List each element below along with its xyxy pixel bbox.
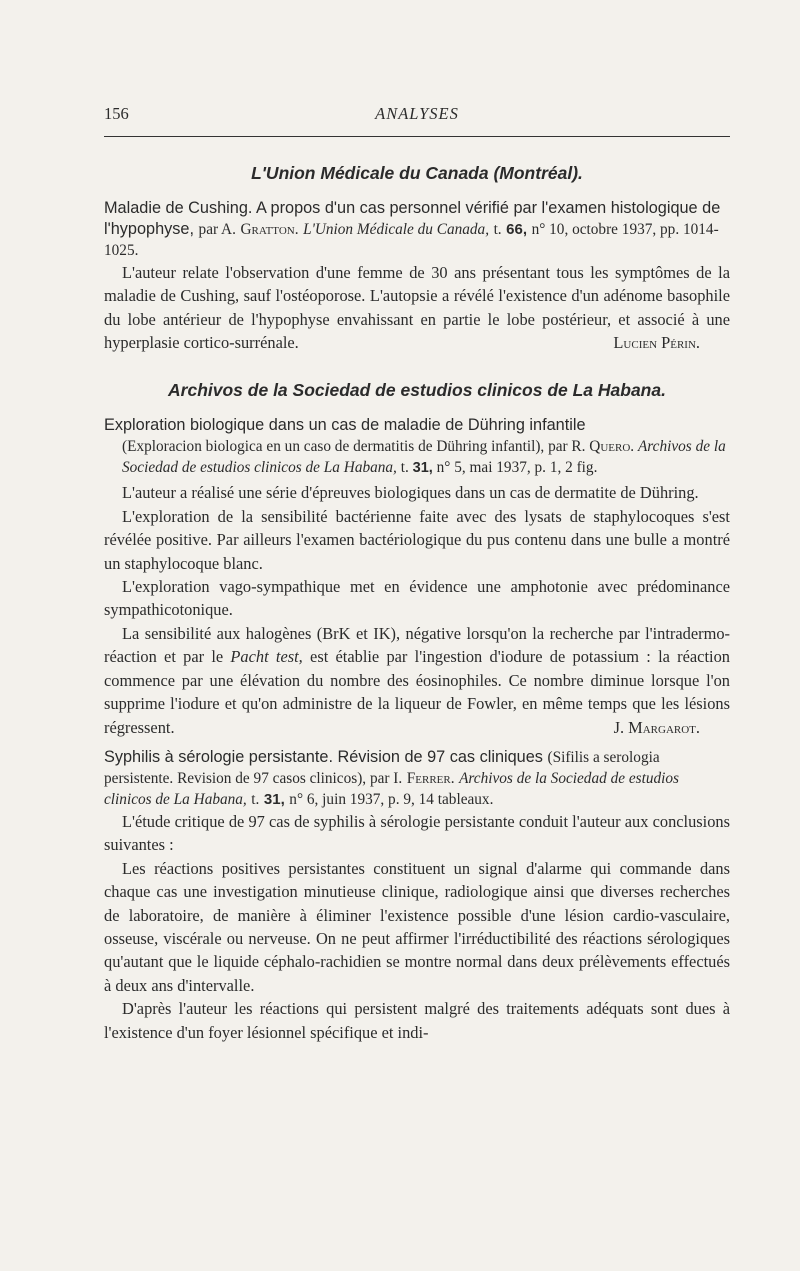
article-title: Maladie de Cushing. A propos d'un cas personnel vérifié par l'examen histologique de l'hypophyse, par A. Gratton. L'Union Médicale du Canada, t. 66, n° 10, octobre 1937, pp. 1014-1025. [104,199,721,259]
header-rule [104,136,730,137]
page-content [104,160,730,1052]
article-paragraph: La sensibilité aux halogènes (BrK et IK), négative lorsqu'on la recherche par l'intradermo-réaction et par le Pacht test, est établie par l'ingestion d'iodure de potassium : la réaction commence par une élévation du nombre des éosinophiles. Ce nombre diminue lorsque l'on supprime l'iodure et qu'on administre de la liqueur de Fowler, en même temps que les lésions régressent. J. Margarot. [104,622,730,739]
article-paragraph: D'après l'auteur les réactions qui persistent malgré des traitements adéquats sont dues à l'existence d'un foyer lésionnel spécifique et indi- [104,999,730,1042]
article-paragraph: L'étude critique de 97 cas de syphilis à sérologie persistante conduit l'auteur aux conclusions suivantes : [104,811,730,855]
article-author: Gratton. [240,221,299,238]
running-title: ANALYSES [375,104,459,123]
article-signature: J. Margarot. [613,717,700,737]
article-author: Quero. [589,437,635,455]
article-paragraph: L'exploration de la sensibilité bactérienne faite avec des lysats de staphylocoques s'est révélée positive. Par ailleurs l'examen bactériologique du pus contenu dans une bulle a montré un staphylocoque blanc. [104,506,730,573]
article-paragraph: Les réactions positives persistantes constituent un signal d'alarme qui commande dans chaque cas une investigation minutieuse clinique, radiologique ainsi que diverses recherches de laboratoire, de manière à éliminer l'existence possible d'une lésion cardio-vasculaire, osseuse, viscérale ou nerveuse. On ne peut affirmer l'irréductibilité des réactions sérologiques qu'autant que le liquide céphalo-rachidien se montre normal dans deux prélèvements effectués à deux ans d'intervalle. [104,858,730,995]
article-author: Ferrer. [406,769,455,787]
article-syphilis [104,747,730,1044]
journal-heading-archivos-habana: Archivos de la Sociedad de estudios clinicos de La Habana. [168,379,666,400]
article-duhring [104,415,730,739]
journal-heading-union-medicale: L'Union Médicale du Canada (Montréal). [251,163,583,183]
article-cushing [104,198,730,355]
article-paragraph: L'auteur a réalisé une série d'épreuves biologiques dans un cas de dermatite de Dühring. [122,483,699,503]
article-reference: (Exploracion biologica en un caso de dermatitis de Dühring infantil), par R. Quero. Archivos de la Sociedad de estudios clinicos de La Habana, t. 31, n° 5, mai 1937, p. 1, 2 fig. [122,437,726,477]
page-header [104,104,730,128]
article-title: Syphilis à sérologie persistante. Révision de 97 cas cliniques (Sifilis a serologia persistente. Revision de 97 casos clinicos), par I. Ferrer. Archivos de la Sociedad de estudios clinicos de La Habana, t. 31, n° 6, juin 1937, p. 9, 14 tableaux. [104,747,679,808]
article-paragraph: L'exploration vago-sympathique met en évidence une amphotonie avec prédominance sympathicotonique. [104,577,730,620]
article-title: Exploration biologique dans un cas de maladie de Dühring infantile [104,415,586,434]
article-signature: Lucien Périn. [613,333,700,353]
article-paragraph: L'auteur relate l'observation d'une femme de 30 ans présentant tous les symptômes de la maladie de Cushing, sauf l'ostéoporose. L'autopsie a révélé l'existence d'un adénome basophile du lobe antérieur de l'hypophyse envahissant en partie le lobe postérieur, et associé à une hyperplasie cortico-surrénale. Lucien Périn. [104,261,730,355]
page-number: 156 [104,104,129,123]
